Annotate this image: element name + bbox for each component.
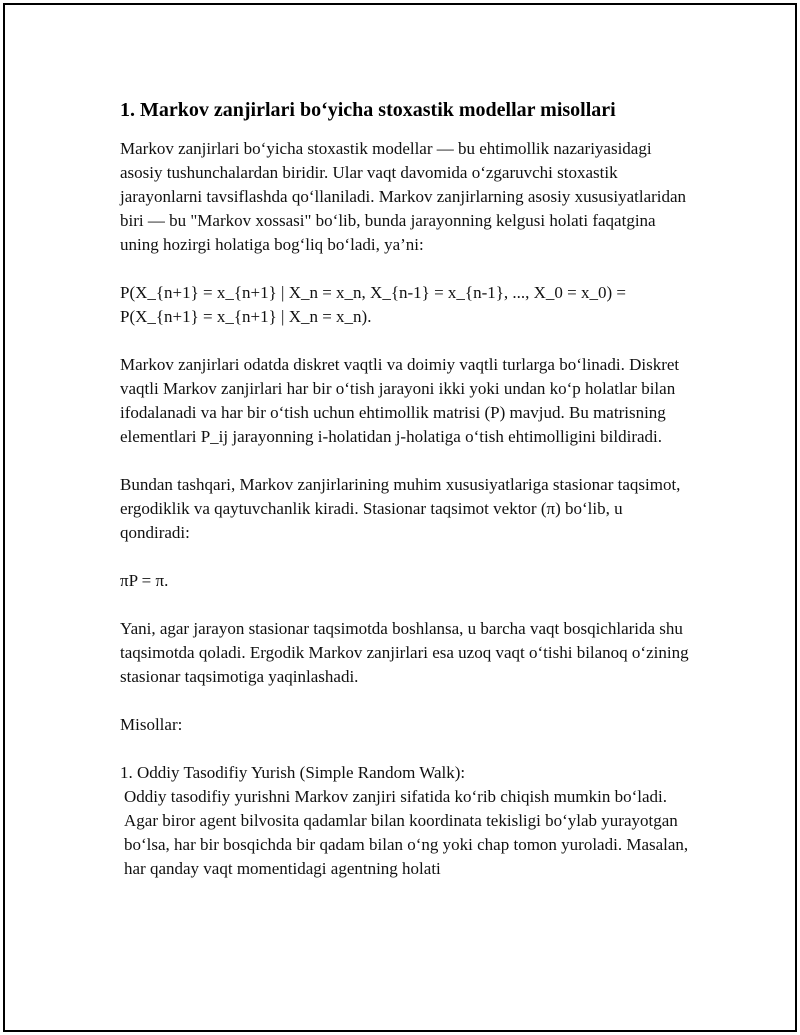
paragraph-stationary: Bundan tashqari, Markov zanjirlarining muhim xususiyatlariga stasionar taqsimot, ergodiklik va qaytuvchanlik kiradi. Stasionar taqsimot vektor (π) bo‘lib, u qondiradi: xyxy=(120,475,681,542)
paragraph-gap xyxy=(120,737,690,761)
formula-markov-property: P(X_{n+1} = x_{n+1} | X_n = x_n, X_{n-1} = x_{n-1}, ..., X_0 = x_0) = P(X_{n+1} = x_{n+1} | X_n = x_n). xyxy=(120,283,626,326)
paragraph-gap xyxy=(120,593,690,617)
paragraph-discrete-time: Markov zanjirlari odatda diskret vaqtli va doimiy vaqtli turlarga bo‘linadi. Diskret vaqtli Markov zanjirlari har bir o‘tish jarayoni ikki yoki undan ko‘p holatlar bilan ifodalanadi va har bir o‘tish uchun ehtimollik matrisi (P) mavjud. Bu matrisning elementlari P_ij jarayonning i-holatidan j-holatiga o‘tish ehtimolligini bildiradi. xyxy=(120,355,680,446)
paragraph-gap xyxy=(120,329,690,353)
document-page xyxy=(3,3,797,1032)
example-1-body: Oddiy tasodifiy yurishni Markov zanjiri sifatida ko‘rib chiqish mumkin bo‘ladi. Agar biror agent bilvosita qadamlar bilan koordinata tekisligi bo‘ylab yurayotgan bo‘lsa, har bir bosqichda bir qadam bilan o‘ng yoki chap tomon yuroladi. Masalan, har qanday vaqt momentidagi agentning holati xyxy=(124,787,689,878)
formula-stationary: πP = π. xyxy=(120,571,169,590)
document-body xyxy=(120,95,690,881)
paragraph-intro: Markov zanjirlari bo‘yicha stoxastik modellar — bu ehtimollik nazariyasidagi asosiy tushunchalardan biridir. Ular vaqt davomida o‘zgaruvchi stoxastik jarayonlarni tavsiflashda qo‘llaniladi. Markov zanjirlarning asosiy xususiyatlaridan biri — bu "Markov xossasi" bo‘lib, bunda jarayonning kelgusi holati faqatgina uning hozirgi holatiga bog‘liq bo‘ladi, ya’ni: xyxy=(120,139,687,254)
paragraph-ergodic: Yani, agar jarayon stasionar taqsimotda boshlansa, u barcha vaqt bosqichlarida shu taqsimotda qoladi. Ergodik Markov zanjirlari esa uzoq vaqt o‘tishi bilanoq o‘zining stasionar taqsimotiga yaqinlashadi. xyxy=(120,619,689,686)
section-title: 1. Markov zanjirlari bo‘yicha stoxastik modellar misollari xyxy=(120,99,616,121)
paragraph-gap xyxy=(120,449,690,473)
example-1-heading: 1. Oddiy Tasodifiy Yurish (Simple Random Walk): xyxy=(120,763,466,782)
paragraph-gap xyxy=(120,545,690,569)
examples-heading: Misollar: xyxy=(120,715,183,734)
paragraph-gap xyxy=(120,689,690,713)
paragraph-gap xyxy=(120,257,690,281)
